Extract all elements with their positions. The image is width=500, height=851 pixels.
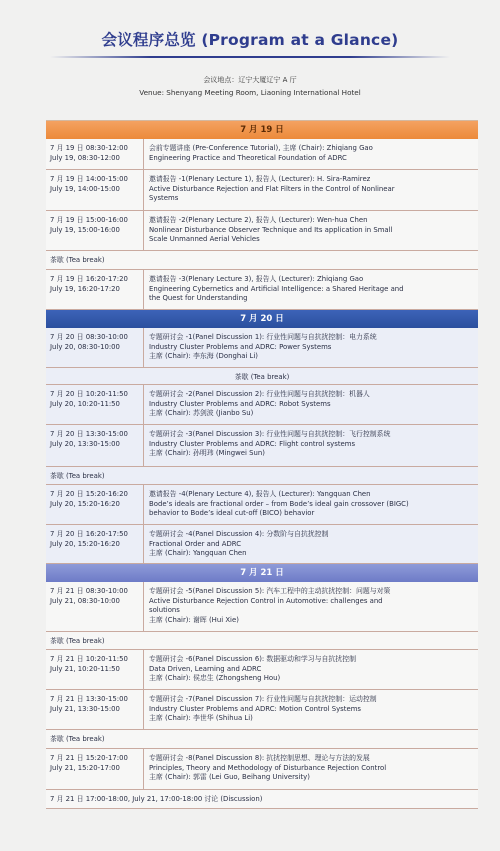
row-text-line: 主席 (Chair): 侯忠生 (Zhongsheng Hou) [149, 674, 281, 683]
tea-break-row: 茶歇 (Tea break) [46, 632, 478, 650]
row-text-line: 主席 (Chair): Yangquan Chen [149, 549, 247, 558]
row-text-line: 专题研讨会 -1(Panel Discussion 1): 行业性问题与自抗扰控制：电力系统 [149, 333, 377, 341]
row-time [46, 425, 144, 466]
row-text-line: Industry Cluster Problems and ADRC: Flight control systems [149, 439, 356, 448]
schedule-table [46, 120, 478, 809]
table-row [46, 425, 478, 467]
table-row [46, 385, 478, 425]
row-text-line: July 20, 10:20-11:50 [50, 399, 120, 408]
row-text-line: Active Disturbance Rejection Control in Automotive: challenges and [149, 596, 383, 605]
row-description [144, 650, 478, 689]
row-text-line: 7 月 19 日 14:00-15:00 [50, 175, 128, 183]
row-text-line: 7 月 20 日 16:20-17:50 [50, 530, 128, 538]
row-text-line: Data Driven, Learning and ADRC [149, 664, 262, 673]
row-text-line: 专题研讨会 -4(Panel Discussion 4): 分数阶与自抗扰控制 [149, 530, 329, 538]
tea-break-row: 茶歇 (Tea break) [46, 730, 478, 749]
row-text-line: 7 月 21 日 15:20-17:00 [50, 754, 128, 762]
row-text-line: 邀请报告 -1(Plenary Lecture 1), 报告人 (Lecturer): H. Sira-Ramirez [149, 175, 371, 183]
row-text-line: Principles, Theory and Methodology of Disturbance Rejection Control [149, 763, 387, 772]
row-description [144, 328, 478, 367]
row-text-line: 专题研讨会 -2(Panel Discussion 2): 行业性问题与自抗扰控制：机器人 [149, 390, 370, 398]
row-text-line: Engineering Cybernetics and Artificial Intelligence: a Shared Heritage and [149, 284, 404, 293]
row-text-line: 7 月 20 日 10:20-11:50 [50, 390, 128, 398]
row-text-line: July 19, 14:00-15:00 [50, 184, 120, 193]
table-row [46, 690, 478, 730]
row-time [46, 650, 144, 689]
row-text-line: July 19, 08:30-12:00 [50, 153, 120, 162]
row-text-line: July 21, 13:30-15:00 [50, 704, 120, 713]
row-text-line: Industry Cluster Problems and ADRC: Motion Control Systems [149, 704, 362, 713]
row-description [144, 485, 478, 524]
row-text-line: 专题研讨会 -6(Panel Discussion 6): 数据驱动和学习与自抗扰控制 [149, 655, 356, 663]
row-text-line: Industry Cluster Problems and ADRC: Robot Systems [149, 399, 331, 408]
row-time [46, 328, 144, 367]
row-time [46, 211, 144, 250]
header [0, 0, 500, 97]
row-text-line: Bode’s ideals are fractional order – from Bode’s ideal gain crossover (BIGC) [149, 499, 409, 508]
row-text-line: Scale Unmanned Aerial Vehicles [149, 235, 260, 244]
tea-break-row: 茶歇 (Tea break) [46, 467, 478, 485]
row-description [144, 211, 478, 250]
page-title: 会议程序总览 (Program at a Glance) [101, 31, 399, 49]
row-description [144, 385, 478, 424]
row-text-line: 专题研讨会 -5(Panel Discussion 5): 汽车工程中的主动抗扰控制：问题与对策 [149, 587, 391, 595]
table-row [46, 582, 478, 632]
row-description [144, 139, 478, 169]
row-text-line: 7 月 21 日 08:30-10:00 [50, 587, 128, 595]
table-row [46, 525, 478, 564]
row-time [46, 170, 144, 210]
table-row [46, 650, 478, 690]
row-text-line: July 19, 15:00-16:00 [50, 225, 120, 234]
day-header-jul20: 7 月 20 日 [46, 310, 478, 328]
row-text-line: Active Disturbance Rejection and Flat Filters in the Control of Nonlinear [149, 184, 395, 193]
row-text-line: Nonlinear Disturbance Observer Technique and Its application in Small [149, 225, 393, 234]
row-description [144, 425, 478, 466]
discussion-row: 7 月 21 日 17:00-18:00, July 21, 17:00-18:00 讨论 (Discussion) [46, 790, 478, 809]
row-time [46, 525, 144, 563]
row-text-line: solutions [149, 606, 180, 615]
day-header-jul21: 7 月 21 日 [46, 564, 478, 582]
row-text-line: July 21, 08:30-10:00 [50, 596, 120, 605]
row-description [144, 582, 478, 631]
row-text-line: July 20, 15:20-16:20 [50, 499, 120, 508]
table-row [46, 749, 478, 790]
row-text-line: July 21, 15:20-17:00 [50, 763, 120, 772]
venue-english: Venue: Shenyang Meeting Room, Liaoning International Hotel [139, 88, 361, 97]
table-row [46, 139, 478, 170]
row-text-line: 7 月 19 日 16:20-17:20 [50, 275, 128, 283]
row-text-line: Fractional Order and ADRC [149, 539, 242, 548]
row-text-line: 7 月 19 日 15:00-16:00 [50, 216, 128, 224]
row-time [46, 582, 144, 631]
title-underline [50, 56, 450, 58]
row-text-line: 主席 (Chair): 李东海 (Donghai Li) [149, 352, 258, 361]
row-text-line: 主席 (Chair): 谢晖 (Hui Xie) [149, 615, 239, 624]
row-text-line: 7 月 20 日 08:30-10:00 [50, 333, 128, 341]
row-description [144, 749, 478, 789]
row-text-line: 主席 (Chair): 苏剑波 (Jianbo Su) [149, 409, 254, 418]
row-text-line: the Quest for Understanding [149, 294, 248, 303]
row-text-line: Industry Cluster Problems and ADRC: Power Systems [149, 342, 332, 351]
row-text-line: behavior to Bode’s ideal cut-off (BICO) behavior [149, 509, 315, 518]
row-text-line: 7 月 19 日 08:30-12:00 [50, 144, 128, 152]
row-text-line: 邀请报告 -3(Plenary Lecture 3), 报告人 (Lecturer): Zhiqiang Gao [149, 275, 364, 283]
row-text-line: Engineering Practice and Theoretical Foundation of ADRC [149, 153, 347, 162]
row-text-line: 邀请报告 -2(Plenary Lecture 2), 报告人 (Lecturer): Wen-hua Chen [149, 216, 368, 224]
row-time [46, 690, 144, 729]
row-text-line: July 20, 15:20-16:20 [50, 539, 120, 548]
tea-break-row: 茶歇 (Tea break) [46, 368, 478, 385]
row-description [144, 270, 478, 309]
day-header-jul19: 7 月 19 日 [46, 121, 478, 139]
table-row [46, 170, 478, 211]
row-text-line: 主席 (Chair): 李世华 (Shihua Li) [149, 714, 253, 723]
table-row [46, 328, 478, 368]
row-description [144, 525, 478, 563]
row-text-line: 专题研讨会 -3(Panel Discussion 3): 行业性问题与自抗扰控制：飞行控制系统 [149, 430, 391, 438]
row-text-line: July 20, 08:30-10:00 [50, 342, 120, 351]
row-text-line: 专题研讨会 -8(Panel Discussion 8): 抗扰控制思想、理论与方法的发展 [149, 754, 370, 762]
row-text-line: 7 月 20 日 13:30-15:00 [50, 430, 128, 438]
tea-break-row: 茶歇 (Tea break) [46, 251, 478, 270]
row-description [144, 690, 478, 729]
row-text-line: Systems [149, 194, 179, 203]
row-text-line: July 21, 10:20-11:50 [50, 664, 120, 673]
row-time [46, 485, 144, 524]
row-text-line: 主席 (Chair): 孙明玮 (Mingwei Sun) [149, 449, 265, 458]
table-row [46, 211, 478, 251]
table-row [46, 485, 478, 525]
venue-chinese: 会议地点：辽宁大厦辽宁 A 厅 [203, 76, 297, 84]
row-text-line: 7 月 21 日 13:30-15:00 [50, 695, 128, 703]
row-text-line: July 20, 13:30-15:00 [50, 439, 120, 448]
row-text-line: July 19, 16:20-17:20 [50, 284, 120, 293]
row-text-line: 主席 (Chair): 郭雷 (Lei Guo, Beihang University) [149, 773, 310, 782]
row-text-line: 7 月 21 日 10:20-11:50 [50, 655, 128, 663]
row-time [46, 385, 144, 424]
row-description [144, 170, 478, 210]
row-time [46, 139, 144, 169]
row-text-line: 会前专题讲座 (Pre-Conference Tutorial), 主席 (Chair): Zhiqiang Gao [149, 144, 373, 152]
row-text-line: 邀请报告 -4(Plenary Lecture 4), 报告人 (Lecturer): Yangquan Chen [149, 490, 371, 498]
row-time [46, 749, 144, 789]
table-row [46, 270, 478, 310]
row-text-line: 专题研讨会 -7(Panel Discussion 7): 行业性问题与自抗扰控制：运动控制 [149, 695, 377, 703]
row-time [46, 270, 144, 309]
row-text-line: 7 月 20 日 15:20-16:20 [50, 490, 128, 498]
